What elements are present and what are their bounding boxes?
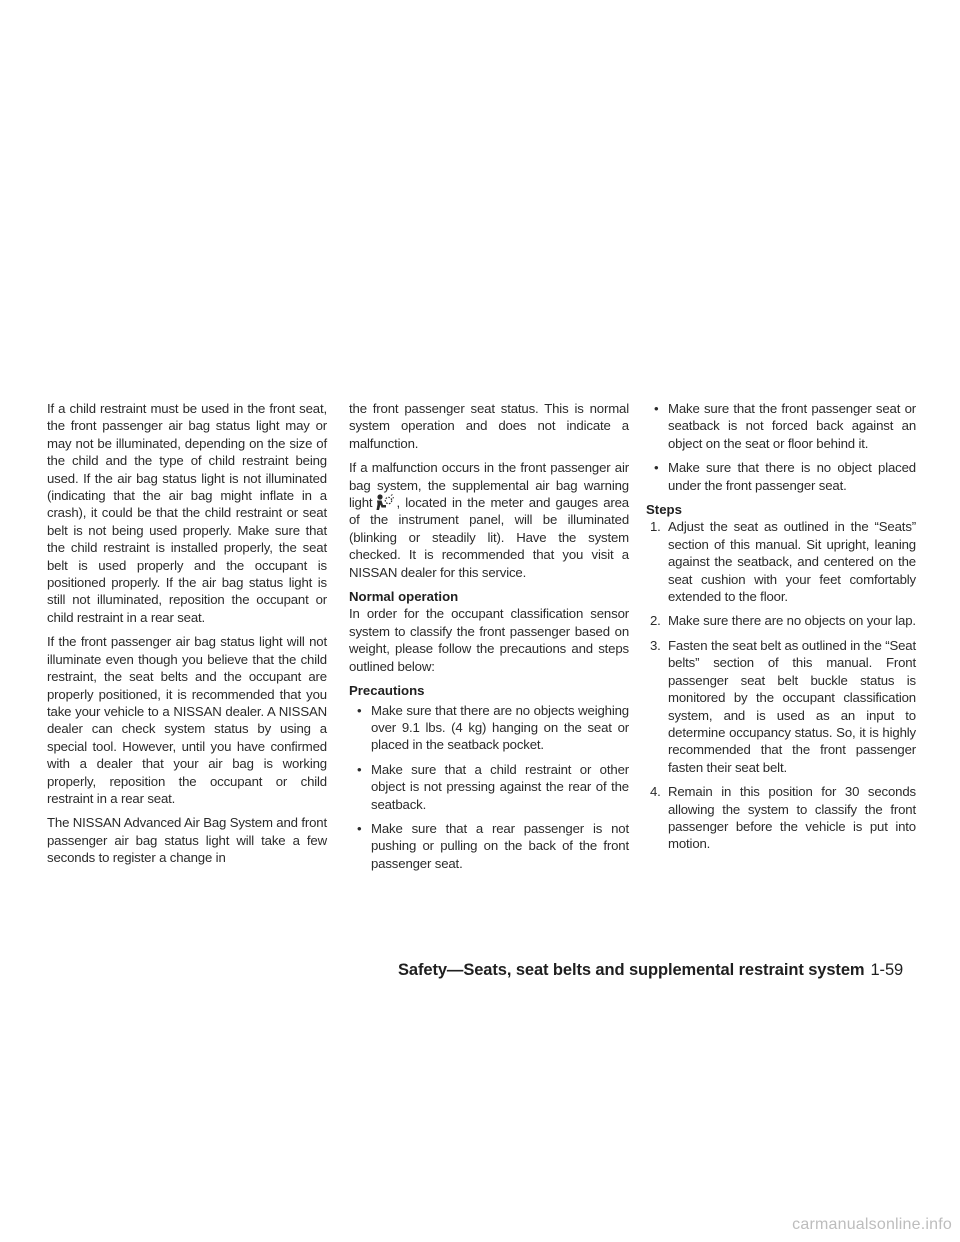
step-number: 4.	[650, 784, 661, 800]
list-item	[646, 518, 916, 605]
step-text: Remain in this position for 30 seconds allowing the system to classify the front passenger before the vehicle is put into motion.	[668, 784, 916, 852]
heading-normal-operation: Normal operation	[349, 589, 459, 605]
list-item: • Make sure that a rear passenger is not pushing or pulling on the back of the front passenger seat.	[349, 820, 629, 872]
step-text: Adjust the seat as outlined in the “Seats” section of this manual. Sit upright, leaning against the seatback, and centered on the seat cushion with your feet comfortably extended to the floor.	[668, 519, 916, 605]
step-text: Fasten the seat belt as outlined in the “Seat belts” section of this manual. Front passenger seat belt buckle status is monitored by the occupant classification system, and is used as an input to determine occupancy status. So, it is highly recommended that the front passenger fasten their seat belt.	[668, 637, 916, 775]
step-number: 1.	[650, 519, 661, 535]
paragraph-child-restraint-front-seat: If a child restraint must be used in the front seat, the front passenger air bag status light may or may not be illuminated, depending on the size of the child and the type of child restraint being used. If the air bag status light is not illuminated (indicating that the air bag might inflate in a crash), it could be that the child restraint or seat belt is not being used properly. Make sure that the child restraint is installed properly, the seat belt is used properly and the occupant is positioned properly. If the air bag status light is still not illuminated, reposition the occupant or child restraint in a rear seat.	[47, 401, 327, 625]
text-column-left	[47, 400, 327, 874]
malfunction-text-before: If a malfunction occurs in the front passenger air bag system, the supplemental air bag warning light	[349, 460, 629, 511]
malfunction-text-after: , located in the meter and gauges area of the instrument panel, will be illuminated (blinking or steadily lit). Have the system checked. It is recommended that you visit a NISSAN dealer for this service.	[349, 495, 629, 580]
paragraph-status-light-not-illuminate: If the front passenger air bag status light will not illuminate even though you believe that the child restraint, the seat belts and the occupant are properly positioned, it is recommended that you take your vehicle to a NISSAN dealer. A NISSAN dealer can check system status by using a special tool. However, until you have confirmed with a dealer that your air bag is working properly, reposition the occupant or child restraint in a rear seat.	[47, 634, 327, 806]
airbag-warning-icon	[374, 494, 394, 511]
list-item: • Make sure that the front passenger seat or seatback is not forced back against an object on the seat or floor behind it.	[646, 400, 916, 452]
list-item	[646, 637, 916, 776]
precautions-list	[349, 702, 629, 873]
text-column-middle	[349, 400, 629, 879]
list-item	[646, 783, 916, 853]
heading-steps: Steps	[646, 502, 682, 518]
list-item: • Make sure that there are no objects weighing over 9.1 lbs. (4 kg) hanging on the seat or placed in the seatback pocket.	[349, 702, 629, 754]
paragraph-register-change: The NISSAN Advanced Air Bag System and front passenger air bag status light will take a few seconds to register a change in	[47, 815, 328, 866]
text-column-right	[646, 400, 916, 860]
precautions-list-continued	[646, 400, 916, 494]
steps-list	[646, 518, 916, 852]
list-item: • Make sure that a child restraint or other object is not pressing against the rear of the seatback.	[349, 761, 629, 813]
heading-precautions: Precautions	[349, 683, 425, 699]
step-text: Make sure there are no objects on your lap.	[668, 613, 916, 629]
paragraph-classification-intro: In order for the occupant classification sensor system to classify the front passenger based on weight, please follow the precautions and steps outlined below:	[349, 606, 629, 674]
list-item: • Make sure that there is no object placed under the front passenger seat.	[646, 459, 916, 494]
list-item	[646, 612, 916, 629]
watermark: carmanualsonline.info	[792, 1216, 952, 1233]
step-number: 2.	[650, 613, 661, 629]
paragraph-normal-system-operation: the front passenger seat status. This is normal system operation and does not indicate a malfunction.	[349, 401, 629, 451]
paragraph-malfunction	[349, 459, 629, 581]
page-footer	[398, 961, 918, 983]
step-number: 3.	[650, 637, 661, 653]
page-number: 1-59	[870, 961, 904, 979]
footer-section-title: Safety—Seats, seat belts and supplemental restraint system	[398, 961, 865, 979]
